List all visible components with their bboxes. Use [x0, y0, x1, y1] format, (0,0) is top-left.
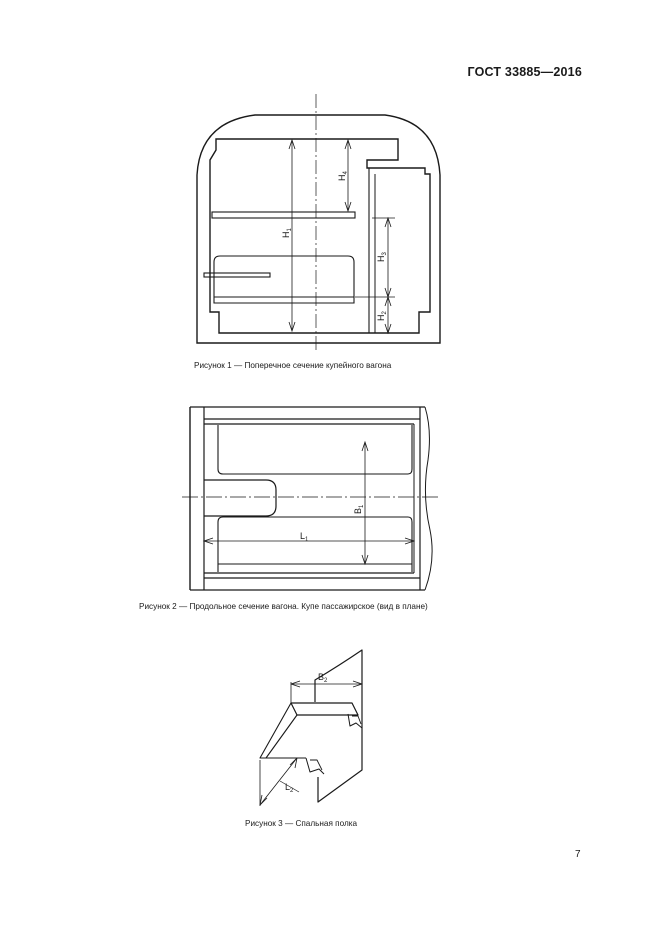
- label-l1: $L_1$: [300, 531, 309, 543]
- lower-berth: [214, 256, 354, 303]
- figure-2-caption: Рисунок 2 — Продольное сечение вагона. Купе пассажирское (вид в плане): [139, 602, 428, 611]
- label-b1: $B_1$: [353, 504, 365, 514]
- berth-upper: [218, 425, 412, 474]
- figure-3-berth: [255, 648, 375, 813]
- table: [204, 480, 276, 516]
- berth-top: [291, 703, 358, 715]
- car-body-outline: [197, 115, 440, 343]
- compartment-outline: [210, 139, 430, 333]
- label-h3: $H_3$: [376, 252, 388, 262]
- figure-3-caption: Рисунок 3 — Спальная полка: [245, 819, 358, 828]
- label-h1: $H_1$: [281, 228, 293, 238]
- break-line: [425, 407, 432, 590]
- figure-1-cross-section: [190, 92, 450, 354]
- document-header: ГОСТ 33885—2016: [467, 65, 582, 79]
- upper-berth: [212, 212, 355, 218]
- label-b2: $B_2$: [318, 672, 328, 684]
- page-number: 7: [575, 849, 581, 860]
- figure-1-caption: Рисунок 1 — Поперечное сечение купейного вагона: [194, 361, 392, 370]
- label-l2: $L_2$: [285, 782, 294, 794]
- figure-3-drawing: [255, 648, 375, 813]
- figure-2-plan-view: [180, 402, 445, 594]
- figure-2-drawing: [180, 402, 445, 594]
- label-h4: $H_4$: [337, 171, 349, 181]
- label-h2: $H_2$: [376, 311, 388, 321]
- figure-1-drawing: [190, 92, 450, 354]
